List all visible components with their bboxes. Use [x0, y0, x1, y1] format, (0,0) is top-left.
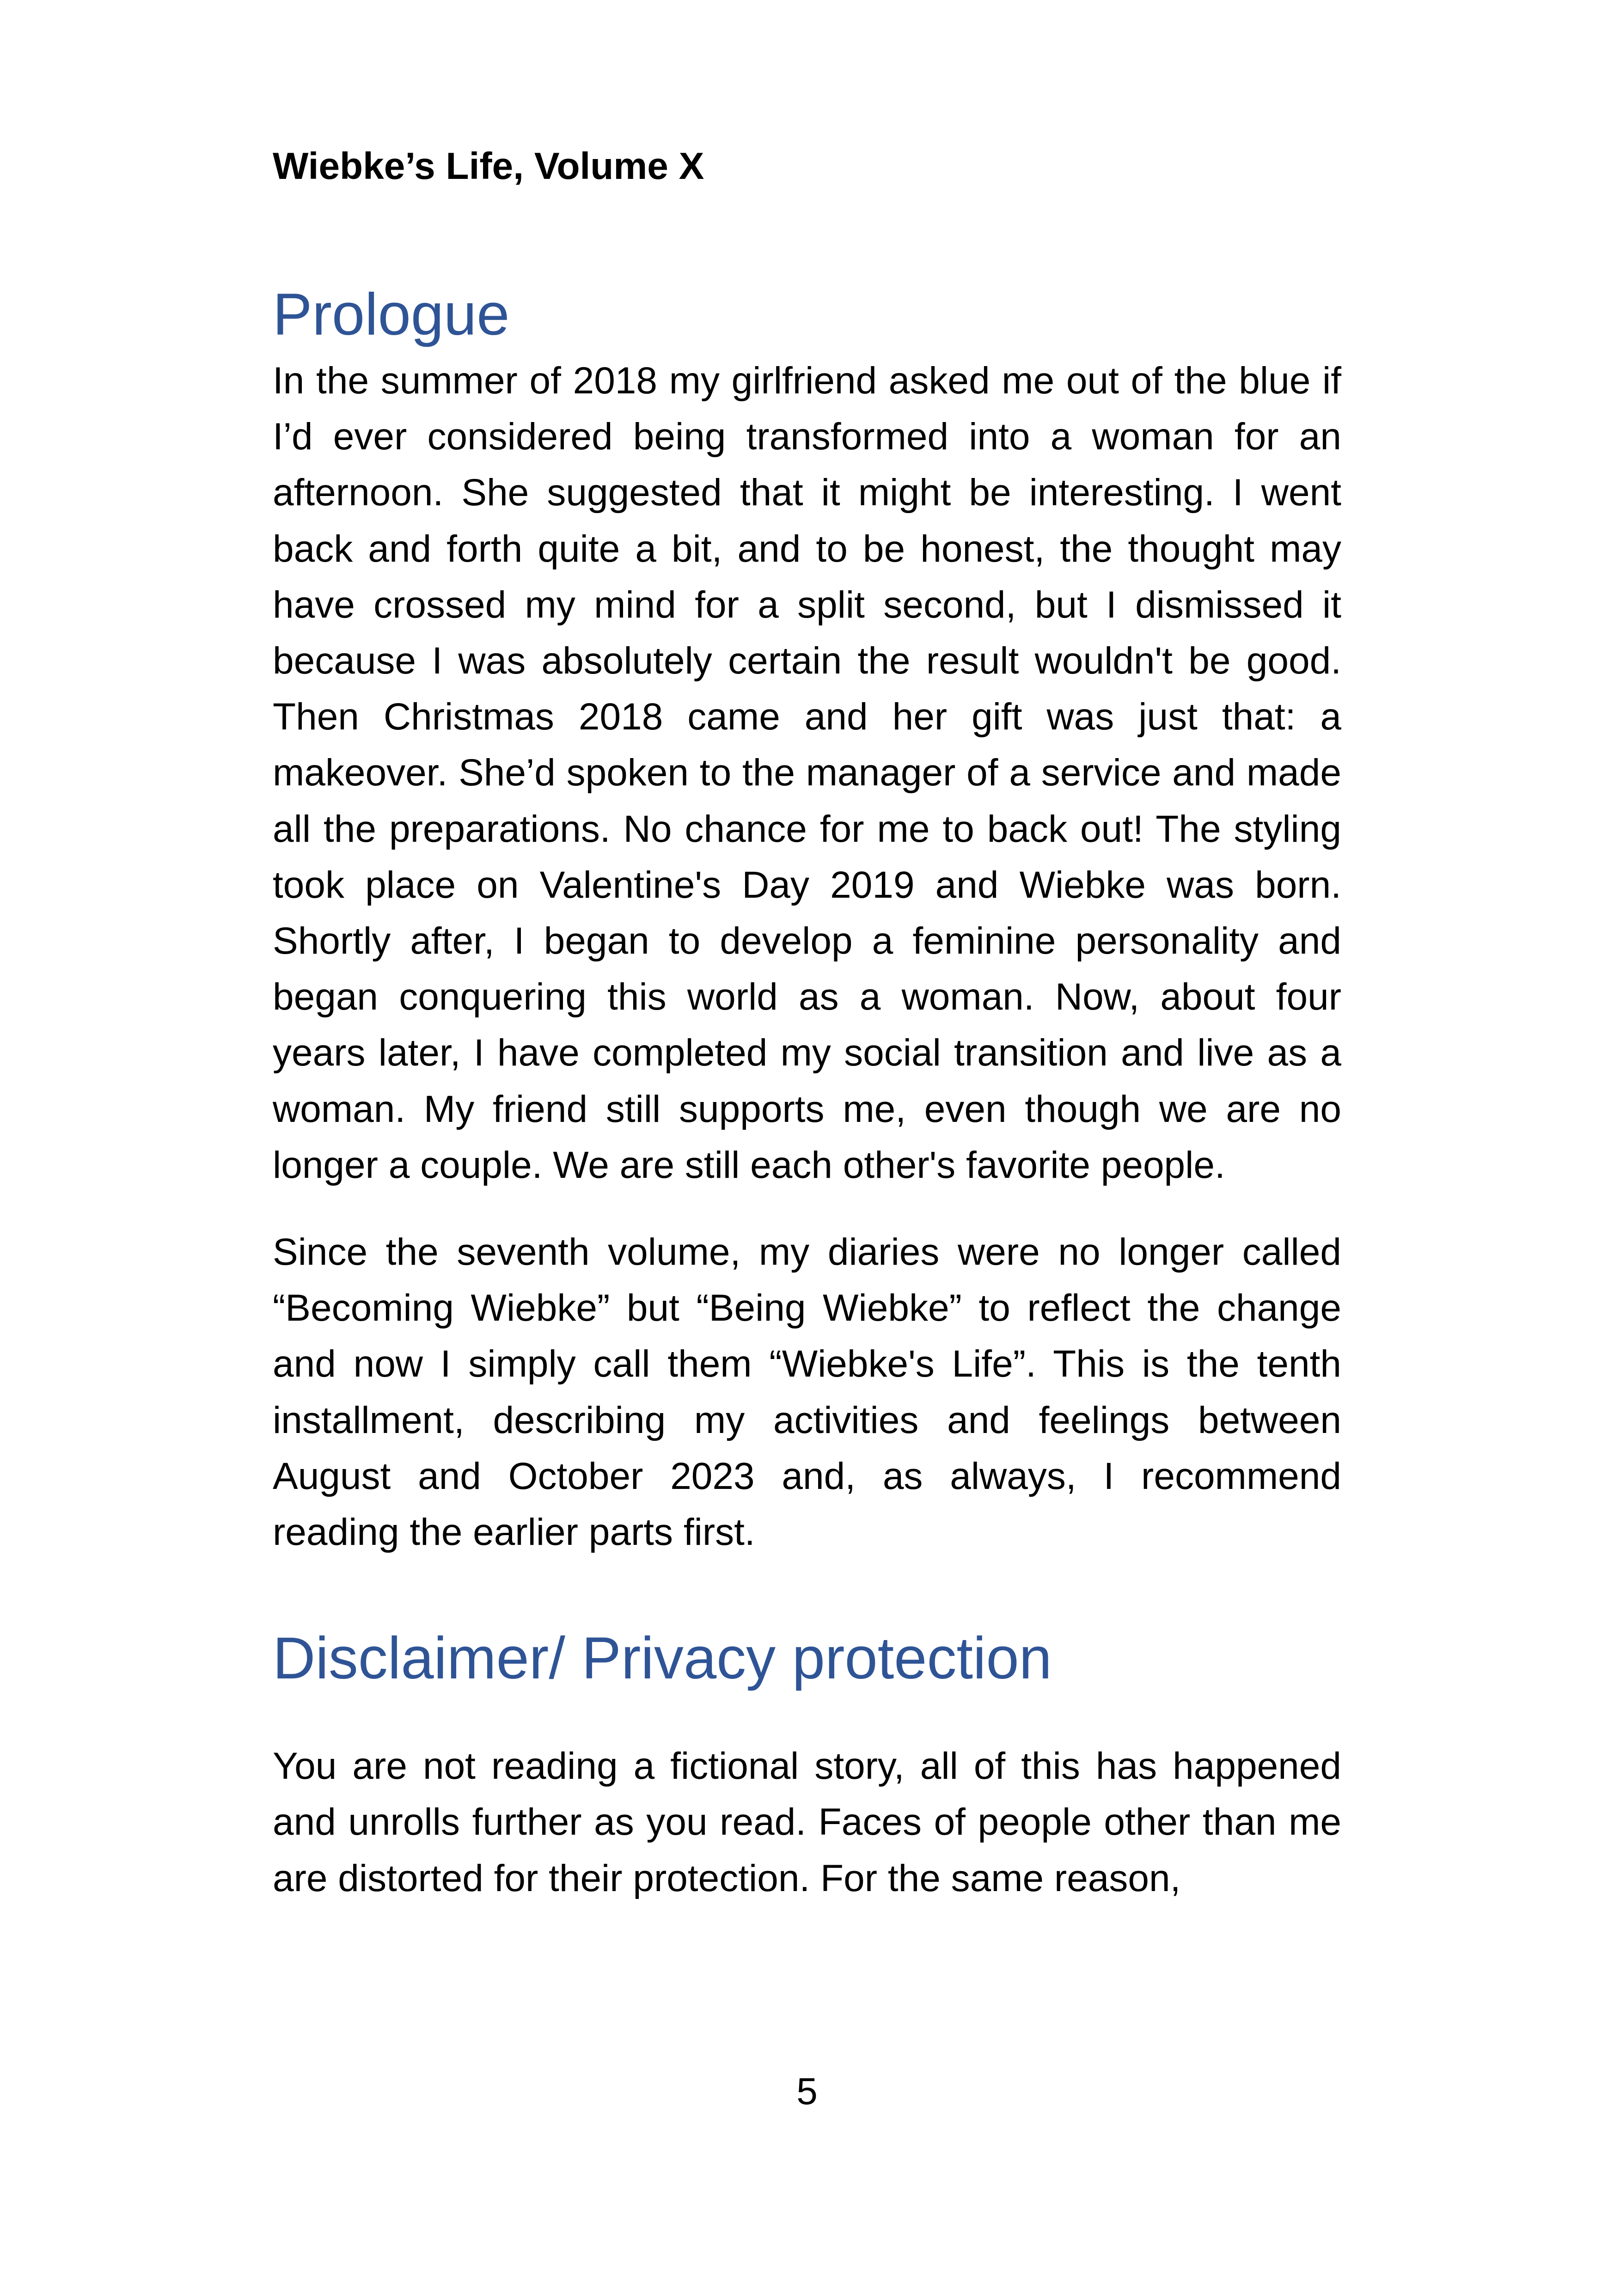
section-heading-disclaimer: Disclaimer/ Privacy protection: [273, 1625, 1052, 1692]
disclaimer-paragraph-1: You are not reading a fictional story, all of this has happened and unrolls further as you read. Faces of people other than me are distorted for their protection. For the same reason,: [273, 1745, 1341, 1899]
paragraph-spacer: [273, 1193, 1341, 1224]
heading-spacer: [273, 1696, 1341, 1738]
prologue-paragraph-2: Since the seventh volume, my diaries were no longer called “Becoming Wiebke” but “Being Wiebke” to reflect the change and now I simply call them “Wiebke's Life”. This is the tenth installment, describing my activities and feelings between August and October 2023 and, as always, I recommend reading the earlier parts first.: [273, 1231, 1341, 1554]
running-header: Wiebke’s Life, Volume X: [273, 145, 704, 187]
section-spacer: [273, 1560, 1341, 1620]
page-content: [273, 276, 1341, 1906]
page-number: 5: [796, 2070, 818, 2112]
section-heading-prologue: Prologue: [273, 282, 510, 348]
prologue-paragraph-1: In the summer of 2018 my girlfriend asked me out of the blue if I’d ever considered being transformed into a woman for an afternoon. She suggested that it might be interesting. I went back and forth quite a bit, and to be honest, the thought may have crossed my mind for a split second, but I dismissed it because I was absolutely certain the result wouldn't be good. Then Christmas 2018 came and her gift was just that: a makeover. She’d spoken to the manager of a service and made all the preparations. No chance for me to back out! The styling took place on Valentine's Day 2019 and Wiebke was born. Shortly after, I began to develop a feminine personality and began conquering this world as a woman. Now, about four years later, I have completed my social transition and live as a woman. My friend still supports me, even though we are no longer a couple. We are still each other's favorite people.: [273, 360, 1341, 1186]
